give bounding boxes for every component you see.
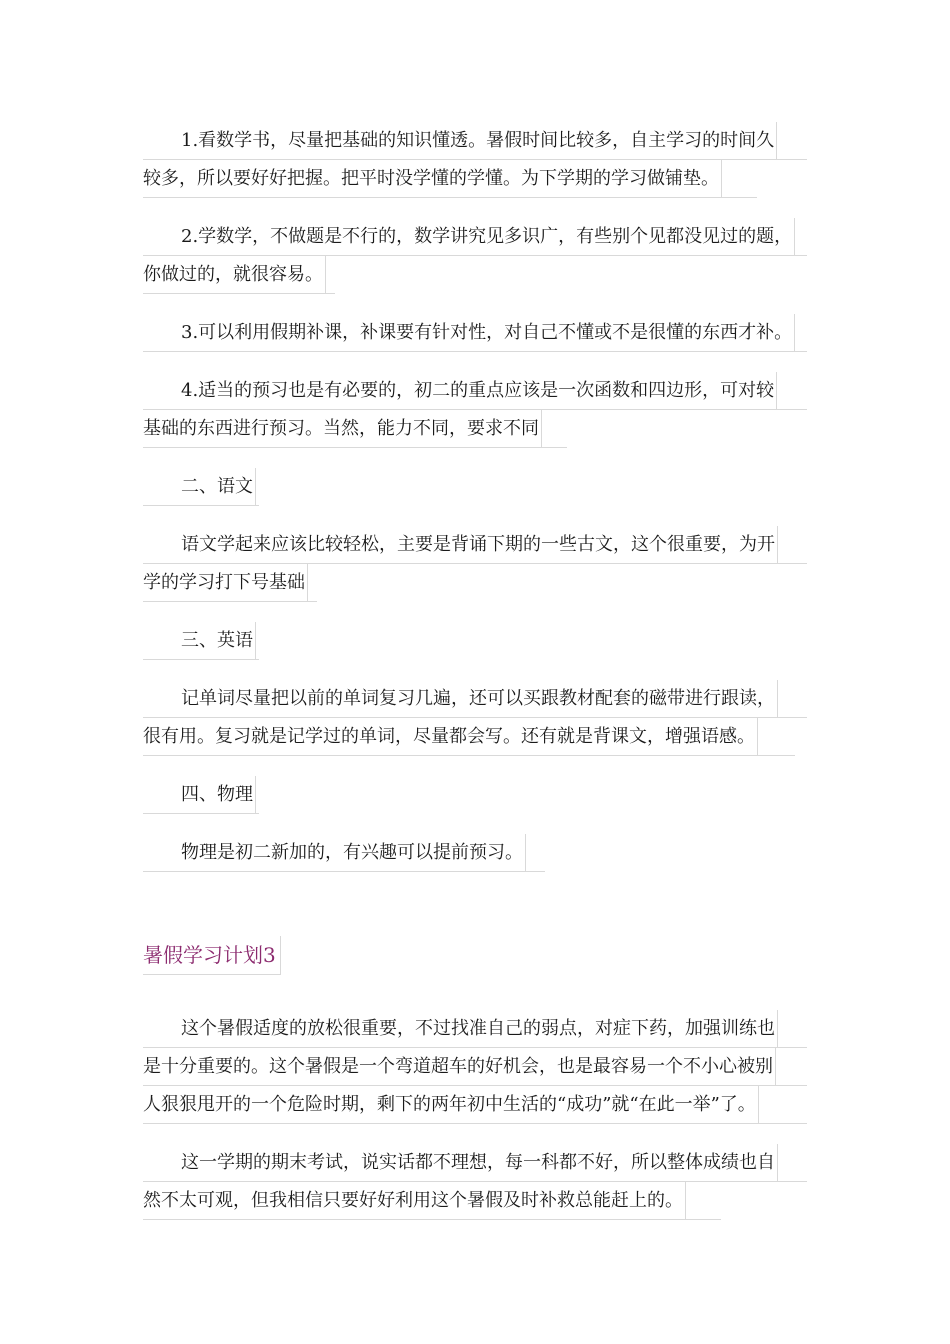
text-line: 这一学期的期末考试，说实话都不理想，每一科都不好，所以整体成绩也自 [143, 1144, 807, 1182]
physics-paragraph [143, 834, 545, 872]
section-heading-english: 三、英语 [143, 622, 259, 660]
text-line: 学的学习打下号基础 [143, 564, 317, 602]
text-line: 是十分重要的。这个暑假是一个弯道超车的好机会，也是最容易一个不小心被别 [143, 1048, 807, 1086]
text-line: 记单词尽量把以前的单词复习几遍，还可以买跟教材配套的磁带进行跟读， [143, 680, 807, 718]
text-line: 语文学起来应该比较轻松，主要是背诵下期的一些古文，这个很重要，为开 [143, 526, 807, 564]
text-line: 很有用。复习就是记学过的单词，尽量都会写。还有就是背课文，增强语感。 [143, 718, 795, 756]
text-line: 2.学数学，不做题是不行的，数学讲究见多识广，有些别个见都没见过的题， [143, 218, 807, 256]
text-line: 1.看数学书，尽量把基础的知识懂透。暑假时间比较多，自主学习的时间久 [143, 122, 807, 160]
text-line: 物理是初二新加的，有兴趣可以提前预习。 [143, 834, 545, 872]
section-heading-physics: 四、物理 [143, 776, 259, 814]
math-paragraph-2 [143, 218, 807, 294]
text-line: 这个暑假适度的放松很重要，不过找准自己的弱点，对症下药，加强训练也 [143, 1010, 807, 1048]
text-line: 4.适当的预习也是有必要的，初二的重点应该是一次函数和四边形，可对较 [143, 372, 807, 410]
text-line: 3.可以利用假期补课，补课要有针对性，对自己不懂或不是很懂的东西才补。 [143, 314, 807, 352]
plan3-title: 暑假学习计划3 [143, 936, 281, 975]
text-line: 人狠狠甩开的一个危险时期，剩下的两年初中生活的“成功”就“在此一举”了。 [143, 1086, 807, 1124]
math-paragraph-1 [143, 122, 807, 198]
text-line: 较多，所以要好好把握。把平时没学懂的学懂。为下学期的学习做铺垫。 [143, 160, 757, 198]
math-paragraph-3 [143, 314, 807, 352]
text-line: 基础的东西进行预习。当然，能力不同，要求不同 [143, 410, 567, 448]
section-heading-chinese: 二、语文 [143, 468, 259, 506]
english-paragraph [143, 680, 807, 756]
plan3-paragraph-1 [143, 1010, 807, 1124]
math-paragraph-4 [143, 372, 807, 448]
plan3-paragraph-2 [143, 1144, 807, 1220]
chinese-paragraph [143, 526, 807, 602]
text-line: 然不太可观，但我相信只要好好利用这个暑假及时补救总能赶上的。 [143, 1182, 721, 1220]
text-line: 你做过的，就很容易。 [143, 256, 335, 294]
